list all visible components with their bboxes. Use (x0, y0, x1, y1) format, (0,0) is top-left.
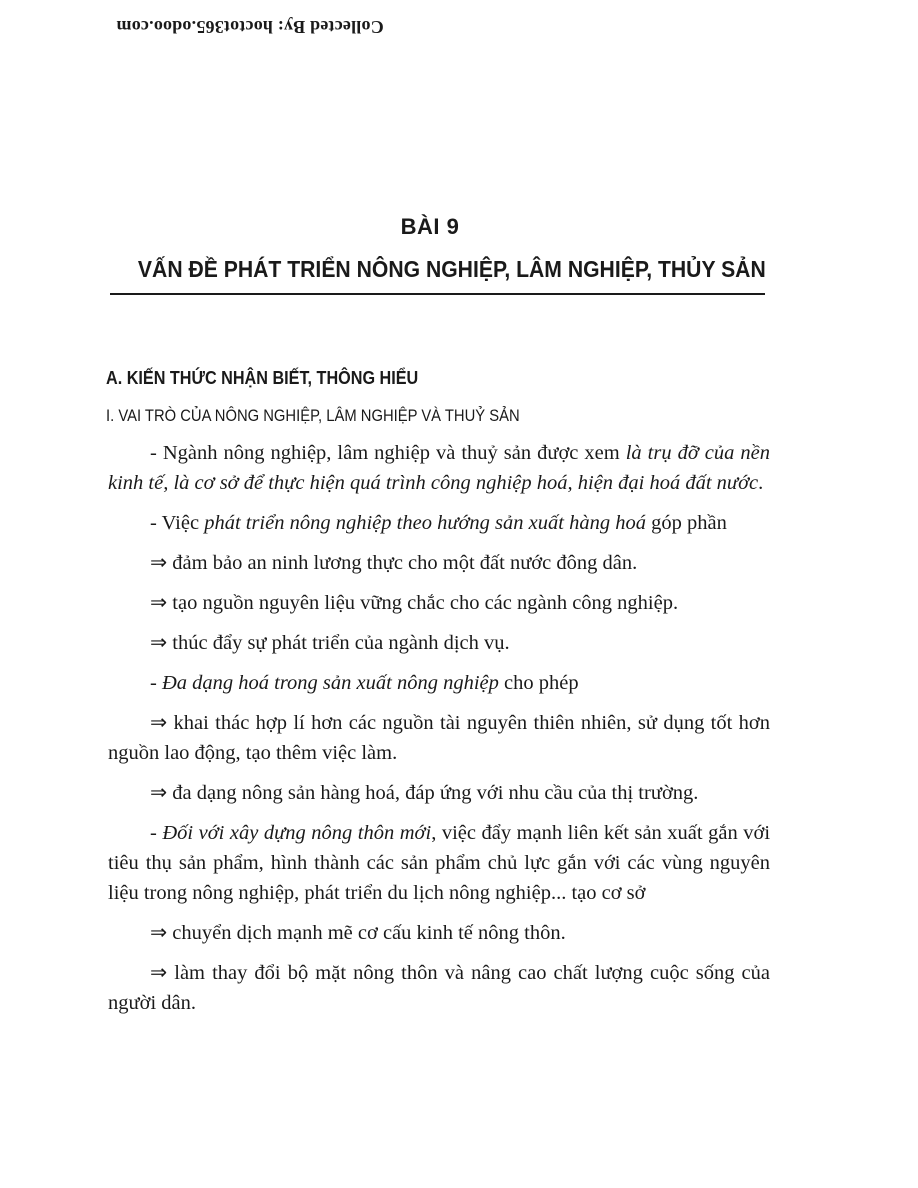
text-span: - Ngành nông nghiệp, lâm nghiệp và thuỷ sản được xem (150, 442, 626, 464)
section-heading: A. KIẾN THỨC NHẬN BIẾT, THÔNG HIỂU (106, 368, 419, 388)
paragraph (108, 818, 770, 908)
text-span: - Việc (150, 512, 205, 534)
text-span: cho phép (498, 672, 579, 694)
italic-text: phát triển nông nghiệp theo hướng sản xuất hàng hoá (204, 512, 646, 534)
lesson-number: BÀI 9 (400, 214, 460, 239)
arrow-point: ⇒ chuyển dịch mạnh mẽ cơ cấu kinh tế nông thôn. (150, 922, 566, 944)
paragraph (108, 438, 770, 498)
arrow-point: ⇒ khai thác hợp lí hơn các nguồn tài nguyên thiên nhiên, sử dụng tốt hơn nguồn lao động, tạo thêm việc làm. (108, 712, 770, 764)
arrow-point: ⇒ tạo nguồn nguyên liệu vững chắc cho các ngành công nghiệp. (150, 592, 679, 614)
arrow-point: ⇒ đảm bảo an ninh lương thực cho một đất nước đông dân. (150, 552, 638, 574)
arrow-point: ⇒ làm thay đổi bộ mặt nông thôn và nâng cao chất lượng cuộc sống của người dân. (108, 962, 770, 1014)
italic-text: là trụ đỡ của nền kinh tế, là cơ sở để thực hiện quá trình công nghiệp hoá, hiện đại hoá đất nước (108, 442, 770, 494)
text-span: góp phần (645, 512, 727, 534)
lesson-title: VẤN ĐỀ PHÁT TRIỂN NÔNG NGHIỆP, LÂM NGHIỆP, THỦY SẢN (137, 256, 766, 282)
arrow-point: ⇒ thúc đẩy sự phát triển của ngành dịch vụ. (150, 632, 510, 654)
paragraph (108, 668, 770, 698)
text-span: , việc đẩy mạnh liên kết sản xuất gắn với tiêu thụ sản phẩm, hình thành các sản phẩm chủ lực gắn với các vùng nguyên liệu trong nông nghiệp, phát triển du lịch nông nghiệp... tạo cơ sở (108, 822, 771, 904)
text-span: - (150, 822, 163, 844)
paragraph (108, 508, 770, 538)
text-span: . (758, 472, 764, 494)
watermark: Collected By: hoctot365.odoo.com (116, 17, 384, 37)
body-text (108, 438, 770, 1028)
subsection-heading: I. VAI TRÒ CỦA NÔNG NGHIỆP, LÂM NGHIỆP VÀ THUỶ SẢN (106, 406, 520, 425)
italic-text: Đối với xây dựng nông thôn mới (162, 822, 432, 844)
italic-text: - Đa dạng hoá trong sản xuất nông nghiệp (150, 672, 499, 694)
title-underline (110, 293, 765, 295)
arrow-point: ⇒ đa dạng nông sản hàng hoá, đáp ứng với nhu cầu của thị trường. (150, 782, 699, 804)
